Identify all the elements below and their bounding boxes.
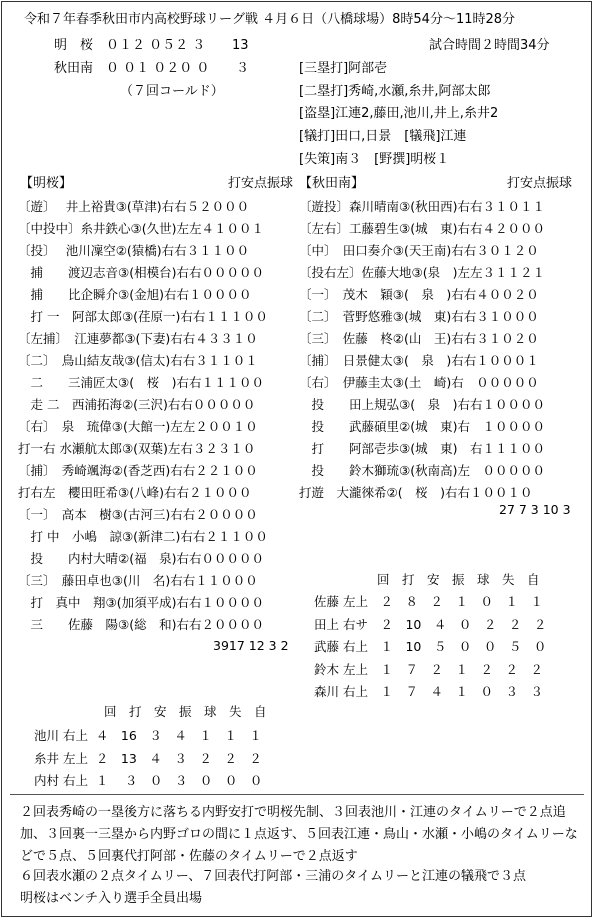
meio-batter-row: 投 内村大晴②(福 泉)右右０００００ xyxy=(18,551,264,566)
minami-pitching-header: 回 打 安 振 球 失 自 xyxy=(377,572,540,587)
meio-batter-row: 〔右〕 泉 琉偉③(大館一)左左２００１０ xyxy=(18,419,258,434)
meio-batter-row: 捕 比企瞬介③(金旭)右右１００００ xyxy=(18,287,252,302)
note-double: [二塁打]秀崎,水瀬,糸井,阿部太郎 xyxy=(299,84,491,99)
minami-batter-row: 打 阿部壱歩③(城 東) 右１１１００ xyxy=(299,441,545,456)
minami-batter-row: 〔遊投〕森川晴南③(秋田西)右右３１０１１ xyxy=(299,199,545,214)
note-triple: [三塁打]阿部壱 xyxy=(299,61,388,76)
linescore-minami: ０ ０１ ０２０ ０ xyxy=(106,61,210,76)
minami-pitcher-row: 佐藤 左上 ２ ８ ２ １ ０ １ １ xyxy=(314,594,543,609)
minami-batter-row: 〔捕〕 日景健太③( 泉 )右右１０００１ xyxy=(299,353,539,368)
meio-pitcher-row: 内村 右上 １ ３ ０ ３ ０ ０ ０ xyxy=(34,773,263,788)
minami-pitcher-row: 鈴木 左上 １ ７ ２ １ ２ ２ ２ xyxy=(314,661,543,677)
meio-pitching-header: 回 打 安 振 球 失 自 xyxy=(104,704,267,719)
minami-batting-total: 27 7 3 10 3 xyxy=(499,502,571,517)
meio-batter-row: 打一右 水瀬航太郎③(双葉)左右３２３１０ xyxy=(18,441,256,456)
minami-batter-row: 〔左右〕工藤碧生③(城 東)右右４２０００ xyxy=(299,221,545,236)
note-sacrifice: [犠打]田口,日景 [犠飛]江連 xyxy=(299,129,467,144)
meio-batter-row: 二 三浦匠太③( 桜 )右右１１１００ xyxy=(18,375,264,390)
meio-column-header: 打安点振球 xyxy=(228,176,294,191)
minami-batter-row: 打遊 大瀧徠希②( 桜 )右右１００１０ xyxy=(299,485,533,500)
team-name-minami: 秋田南 xyxy=(54,61,94,76)
meio-batter-row: 〔三〕 藤田卓也③(川 名)右右１１０００ xyxy=(18,573,258,588)
meio-pitcher-row: 糸井 左上 ２ 13 ４ ３ ２ ２ ２ xyxy=(34,750,262,766)
meio-batter-row: 打 一 阿部太郎③(荏原一)右右１１１００ xyxy=(18,309,268,324)
meio-batter-row: 〔左捕〕 江連夢都③(下妻)右右４３３１０ xyxy=(18,331,258,346)
note-steal: [盗塁]江連2,藤田,池川,井上,糸井2 xyxy=(299,106,499,121)
total-minami: ３ xyxy=(236,61,250,76)
minami-team-label: 【秋田南】 xyxy=(299,176,365,191)
meio-pitcher-row: 池川 右上 ４ 16 ３ ４ １ １ １ xyxy=(34,728,262,743)
meio-team-label: 【明桜】 xyxy=(20,176,73,191)
minami-column-header: 打安点振球 xyxy=(507,176,573,191)
meio-batter-row: 打 中 小嶋 諒③(新津二)右右２１１００ xyxy=(18,529,268,544)
game-summary-3: 明桜はベンチ入り選手全員出場 xyxy=(20,891,203,906)
meio-batter-row: 〔捕〕 秀崎颯海②(香芝西)右右２２１００ xyxy=(18,463,258,478)
meio-batter-row: 打 真中 翔③(加須平成)右右１００００ xyxy=(18,595,264,610)
minami-batter-row: 投 鈴木獅琉③(秋南高)左 ０００００ xyxy=(299,463,545,478)
game-title: 令和７年春季秋田市内高校野球リーグ戦 ４月６日（八橋球場）8時54分～11時28分 xyxy=(24,12,516,27)
minami-pitcher-row: 武藤 右上 １ 10 ５ ０ ０ ５ ０ xyxy=(314,639,547,654)
total-meio: 13 xyxy=(232,38,249,53)
meio-batter-row: 〔遊〕 井上裕貴③(草津)右右５２０００ xyxy=(18,199,250,214)
minami-batter-row: 〔右〕 伊藤圭太③(土 崎)右 ０００００ xyxy=(299,375,539,390)
game-time: 試合時間２時間34分 xyxy=(429,38,550,53)
divider xyxy=(10,794,584,795)
game-summary-2: ６回表水瀬の２点タイムリー、７回表代打阿部・三浦のタイムリーと江連の犠飛で３点 xyxy=(20,869,526,884)
meio-batter-row: 走 二 西浦拓海②(三沢)右右０００００ xyxy=(18,397,256,412)
meio-batter-row: 〔一〕 高本 樹③(古河三)右右２００００ xyxy=(18,507,258,522)
minami-batter-row: 〔二〕 菅野悠雅③(城 東)右右３１０００ xyxy=(299,309,539,324)
meio-batter-row: 〔中投中〕糸井鉄心③(久世)左左４１００１ xyxy=(18,221,264,236)
meio-batter-row: 打右左 櫻田旺希③(八峰)右右２１０００ xyxy=(18,485,252,500)
meio-batting-total: 3917 12 3 2 xyxy=(213,638,289,653)
minami-batter-row: 〔中〕 田口奏介③(天王南)右右３０１２０ xyxy=(299,243,539,258)
minami-batter-row: 投 武藤碩里②(城 東)右 １００００ xyxy=(299,419,545,434)
game-summary-1: ２回表秀崎の一塁後方に落ちる内野安打で明桜先制、３回表池川・江連のタイムリーで２点追加、３回裏一三塁から内野ゴロの間に１点返す、５回表江連・鳥山・水瀬・小嶋のタイムリーなどで５点、５回裏代打阿部・佐藤のタイムリーで２点返す xyxy=(20,805,578,864)
meio-batter-row: 捕 渡辺志音③(相模台)右右０００００ xyxy=(18,265,264,280)
called-game: （７回コールド） xyxy=(120,84,224,99)
linescore-meio: ０１２ ０５２ ３ xyxy=(106,38,206,53)
minami-pitcher-row: 森川 右上 １ ７ ４ １ ０ ３ ３ xyxy=(314,684,543,699)
meio-batter-row: 三 佐藤 陽③(総 和)右右２００００ xyxy=(18,617,264,632)
note-error: [失策]南３ [野撰]明桜１ xyxy=(299,152,450,167)
minami-batter-row: 〔三〕 佐藤 柊②(山 王)右右３１０２０ xyxy=(299,331,539,346)
minami-batter-row: 〔投右左〕佐藤大地③(泉 )左左３１１２１ xyxy=(299,265,545,280)
minami-batter-row: 〔一〕 茂木 穎③( 泉 )右右４００２０ xyxy=(299,287,539,302)
minami-batter-row: 投 田上規弘③( 泉 )右右１００００ xyxy=(299,397,545,412)
meio-batter-row: 〔投〕 池川凜空②(猿橋)右右３１１００ xyxy=(18,243,250,258)
box-score-frame xyxy=(1,1,592,917)
team-name-meio: 明 桜 xyxy=(54,38,94,53)
minami-pitcher-row: 田上 右サ ２ 10 ４ ０ ２ ２ ２ xyxy=(314,616,547,632)
meio-batter-row: 〔二〕 鳥山結友哉③(信太)右右３１１０１ xyxy=(18,353,258,368)
